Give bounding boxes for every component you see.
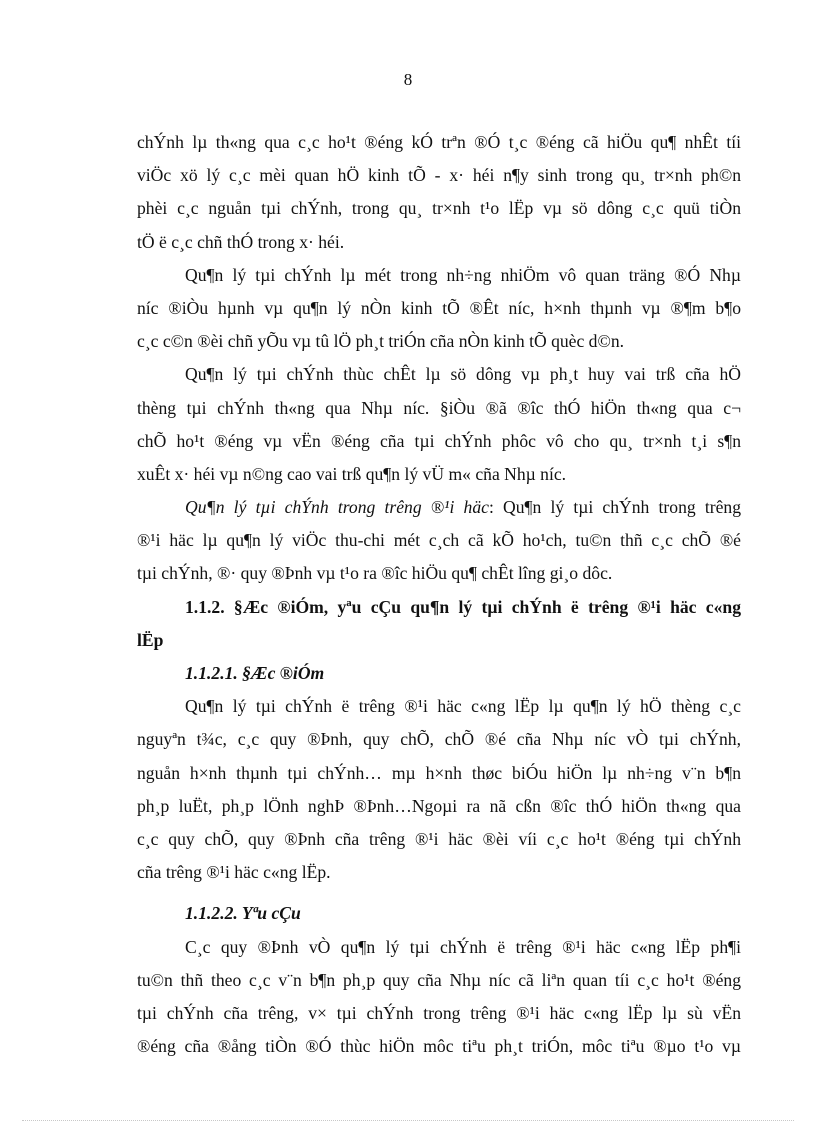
page-bottom-divider — [22, 1120, 794, 1121]
text-run: : Qu¶n lý tµi chÝnh trong trêng — [488, 497, 741, 518]
text-line: thèng tµi chÝnh th«ng qua Nhµ níc. §iÒu ®ã ®îc thÓ hiÖn th«ng qua c¬ — [137, 397, 741, 418]
paragraph — [137, 690, 741, 889]
heading-line: 1.1.2. §Æc ®iÓm, yªu cÇu qu¶n lý tµi chÝnh ë trêng ®¹i häc c«ng — [185, 596, 741, 617]
text-line: chÕ ho¹t ®éng vµ vËn ®éng cña tµi chÝnh phôc vô cho qu¸ tr×nh t¸i s¶n — [137, 430, 741, 451]
text-line: C¸c quy ®Þnh vÒ qu¶n lý tµi chÝnh ë trêng ®¹i häc c«ng lËp ph¶i — [185, 936, 741, 957]
text-line: ®éng cña ®ång tiÒn ®Ó thùc hiÖn môc tiªu ph¸t triÓn, môc tiªu ®µo t¹o vµ — [137, 1036, 741, 1057]
heading-line: lËp — [137, 629, 164, 650]
text-line: c¸c c©n ®èi chñ yÕu vµ tû lÖ ph¸t triÓn cña nÒn kinh tÕ quèc d©n. — [137, 331, 625, 352]
document-body — [137, 126, 741, 1063]
text-line: viÖc xö lý c¸c mèi quan hÖ kinh tÕ - x· héi n¶y sinh trong qu¸ tr×nh ph©n — [137, 165, 741, 186]
text-line: tÖ ë c¸c chñ thÓ trong x· héi. — [137, 231, 345, 252]
paragraph — [137, 931, 741, 1064]
text-line: Qu¶n lý tµi chÝnh lµ mét trong nh÷ng nhiÖm vô quan träng ®Ó Nhµ — [185, 264, 741, 285]
paragraph — [137, 259, 741, 359]
page-number: 8 — [403, 70, 413, 89]
italic-term: Qu¶n lý tµi chÝnh trong trêng ®¹i häc — [185, 497, 489, 518]
section-heading — [137, 591, 741, 657]
subsection-heading: 1.1.2.1. §Æc ®iÓm — [185, 663, 325, 683]
text-line: phèi c¸c nguån tµi chÝnh, trong qu¸ tr×nh t¹o lËp vµ sö dông c¸c quü tiÒn — [137, 198, 741, 219]
text-line: c¸c quy chÕ, quy ®Þnh cña trêng ®¹i häc ®èi víi c¸c ho¹t ®éng tµi chÝnh — [137, 828, 741, 849]
text-line: ®¹i häc lµ qu¶n lý viÖc thu-chi mét c¸ch cã kÕ ho¹ch, tu©n thñ c¸c chÕ ®é — [137, 530, 741, 551]
paragraph — [137, 491, 741, 591]
paragraph — [137, 358, 741, 491]
text-line: níc ®iÒu hµnh vµ qu¶n lý nÒn kinh tÕ ®Êt níc, h×nh thµnh vµ ®¶m b¶o — [137, 297, 741, 318]
text-line: nguyªn t¾c, c¸c quy ®Þnh, quy chÕ, chÕ ®é cña Nhµ níc vÒ tµi chÝnh, — [137, 729, 741, 750]
text-line: chÝnh lµ th«ng qua c¸c ho¹t ®éng kÓ trªn ®Ó t¸c ®éng cã hiÖu qu¶ nhÊt tíi — [137, 132, 741, 152]
text-line: cña trêng ®¹i häc c«ng lËp. — [137, 862, 331, 883]
text-line: Qu¶n lý tµi chÝnh ë trêng ®¹i häc c«ng lËp lµ qu¶n lý hÖ thèng c¸c — [185, 696, 741, 717]
text-line: tµi chÝnh cña trêng, v× tµi chÝnh trong trêng ®¹i häc c«ng lËp lµ sù vËn — [137, 1002, 741, 1023]
text-line: tµi chÝnh, ®· quy ®Þnh vµ t¹o ra ®îc hiÖu qu¶ chÊt lîng gi¸o dôc. — [137, 563, 613, 584]
text-line: Qu¶n lý tµi chÝnh thùc chÊt lµ sö dông vµ ph¸t huy vai trß cña hÖ — [185, 364, 741, 385]
text-line — [137, 491, 741, 524]
text-line: ph¸p luËt, ph¸p lÖnh nghÞ ®Þnh…Ngoµi ra nã cßn ®îc thÓ hiÖn th«ng qua — [137, 795, 741, 816]
text-line: xuÊt x· héi vµ n©ng cao vai trß qu¶n lý vÜ m« cña Nhµ níc. — [137, 463, 567, 484]
text-line: tu©n thñ theo c¸c v¨n b¶n ph¸p quy cña Nhµ níc cã liªn quan tíi c¸c ho¹t ®éng — [137, 969, 741, 990]
paragraph — [137, 126, 741, 259]
subsection-heading: 1.1.2.2. Yªu cÇu — [185, 903, 301, 924]
text-line: nguån h×nh thµnh tµi chÝnh… mµ h×nh thøc biÓu hiÖn lµ nh÷ng v¨n b¶n — [137, 762, 741, 783]
